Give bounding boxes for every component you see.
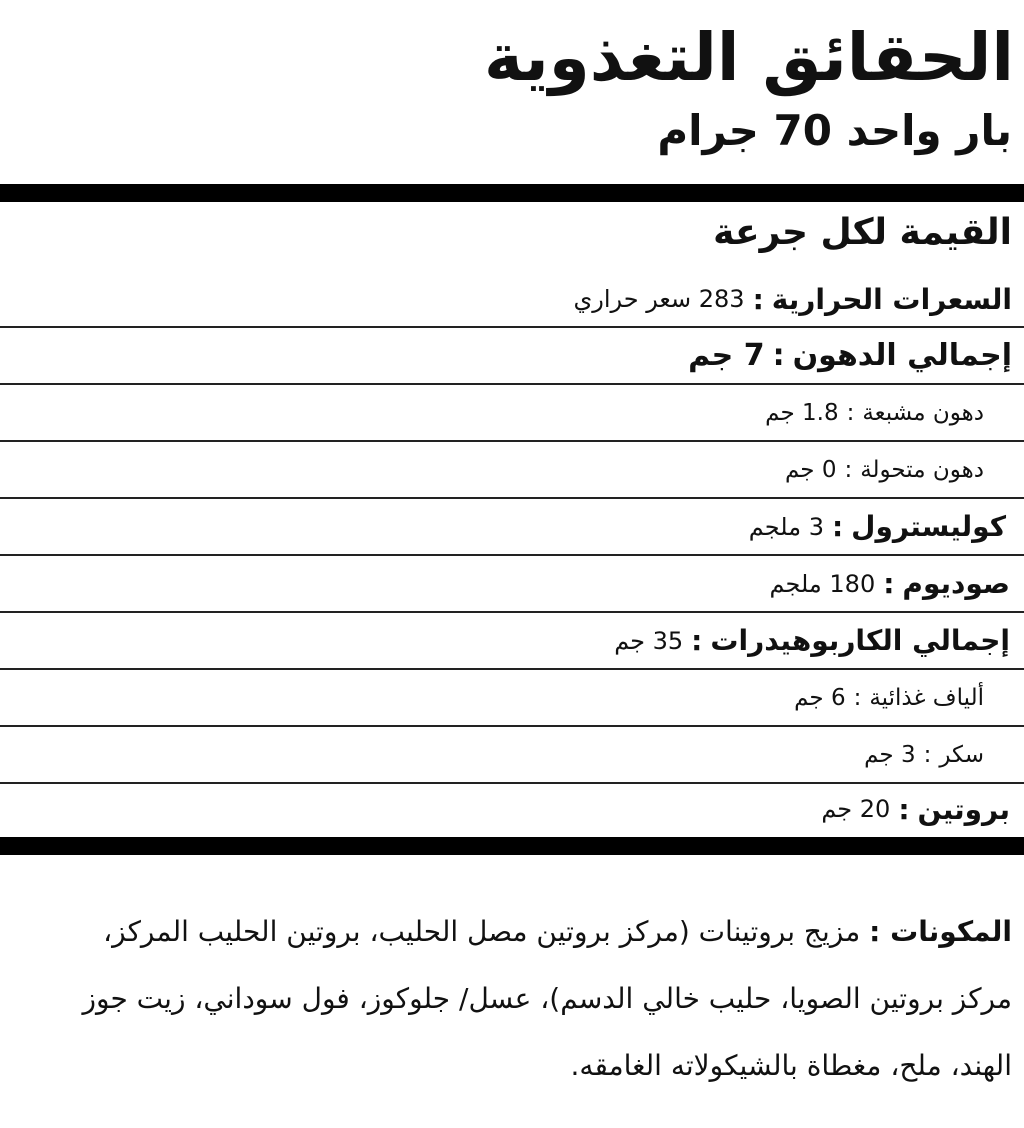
ingredients-text: مزيج بروتينات (مركز بروتين مصل الحليب، بروتين الحليب المركز، مركز بروتين الصويا، حليب خالي الدسم)، عسل/ جلوكوز، فول سوداني، زيت جوز الهند، ملح، مغطاة بالشيكولاته الغامقه. [82, 915, 1012, 1082]
divider-thick-top [0, 184, 1024, 202]
calories-value: 283 سعر حراري [573, 285, 745, 313]
total-carbs-label: إجمالي الكاربوهيدرات [710, 624, 1010, 657]
dietary-fiber-label: ألياف غذائية [869, 684, 984, 711]
dietary-fiber-row [0, 670, 1024, 727]
per-serving-heading: القيمة لكل جرعة [713, 212, 1012, 253]
saturated-fat-label: دهون مشبعة [862, 399, 984, 426]
calories-row [0, 272, 1024, 328]
total-fat-row [0, 328, 1024, 385]
serving-size: بار واحد 70 جرام [657, 106, 1012, 155]
separator: : [898, 792, 910, 826]
saturated-fat-row [0, 385, 1024, 442]
sodium-label: صوديوم [902, 567, 1010, 600]
total-carbs-row [0, 613, 1024, 670]
total-fat-value: 7 جم [688, 338, 765, 373]
sodium-row [0, 556, 1024, 613]
separator: : [752, 282, 764, 316]
protein-row [0, 784, 1024, 834]
separator: : [831, 510, 844, 543]
protein-value: 20 جم [821, 795, 891, 823]
saturated-fat-value: 1.8 جم [765, 399, 839, 426]
trans-fat-label: دهون متحولة [860, 456, 984, 483]
page-title: الحقائق التغذوية [483, 19, 1014, 96]
sodium-value: 180 ملجم [769, 569, 876, 598]
trans-fat-value: 0 جم [784, 456, 837, 483]
separator: : [923, 741, 932, 768]
separator: : [772, 338, 785, 373]
dietary-fiber-value: 6 جم [794, 684, 846, 711]
ingredients-label: المكونات : [869, 915, 1012, 948]
cholesterol-label: كوليسترول [851, 510, 1006, 543]
ingredients-paragraph [52, 898, 1012, 1099]
divider-thick-bottom [0, 837, 1024, 855]
protein-label: بروتين [917, 792, 1010, 826]
cholesterol-value: 3 ملجم [748, 512, 824, 541]
separator: : [883, 567, 895, 600]
trans-fat-row [0, 442, 1024, 499]
separator: : [691, 624, 703, 657]
cholesterol-row [0, 499, 1024, 556]
total-fat-label: إجمالي الدهون [792, 338, 1012, 373]
total-carbs-value: 35 جم [614, 626, 684, 655]
calories-label: السعرات الحرارية [771, 282, 1012, 316]
sugar-label: سكر [939, 741, 984, 768]
separator: : [853, 684, 862, 711]
sugar-value: 3 جم [864, 741, 916, 768]
separator: : [844, 456, 853, 483]
sugar-row [0, 727, 1024, 784]
separator: : [846, 399, 855, 426]
